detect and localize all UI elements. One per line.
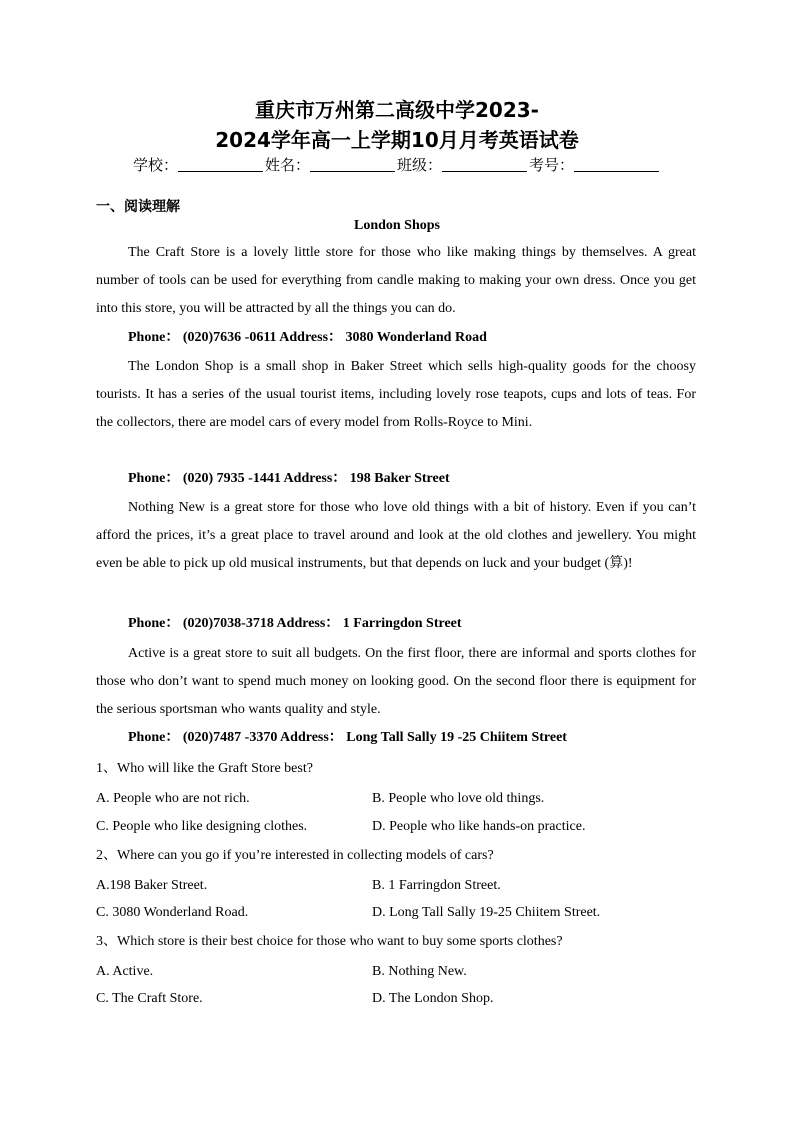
question-3-option-b[interactable]: B. Nothing New. [372, 964, 467, 979]
paragraph-london-shop: The London Shop is a small shop in Baker Street which sells high-quality goods for the choosy tourists. It has a series of the usual tourist items, including lovely rose teapots, cups and lots of teas. For the collectors, there are model cars of every model from Rolls-Royce to Mini. [96, 359, 696, 430]
paragraph-craft-store: The Craft Store is a lovely little store for those who like making things by themselves. A great number of tools can be used for everything from candle making to making your own dress. Once you get into this store, you will be attracted by all the things you can do. [96, 245, 696, 316]
question-3-option-c[interactable]: C. The Craft Store. [96, 991, 203, 1006]
exam-title-line2: 2024学年高一上学期10月月考英语试卷 [215, 128, 579, 152]
paragraph-nothing-new: Nothing New is a great store for those who love old things with a bit of history. Even if you can’t afford the prices, it’s a great place to travel around and look at the old clothes and jewellery. You might even be able to pick up old musical instruments, but that depends on luck and your budget (算)! [96, 500, 696, 571]
question-2-stem: 2、Where can you go if you’re interested in collecting models of cars? [96, 848, 494, 863]
question-3-option-a[interactable]: A. Active. [96, 964, 154, 979]
question-2-option-c[interactable]: C. 3080 Wonderland Road. [96, 905, 249, 920]
class-blank[interactable] [442, 157, 527, 172]
question-2-option-d[interactable]: D. Long Tall Sally 19-25 Chiitem Street. [372, 905, 601, 920]
exam-number-label: 考号： [529, 156, 575, 174]
student-info-line [0, 154, 794, 175]
section-title: 一、阅读理解 [96, 199, 180, 215]
class-label: 班级： [397, 156, 443, 174]
question-1-option-b[interactable]: B. People who love old things. [372, 791, 545, 806]
phone-address-craft-store: Phone： (020)7636 -0611 Address： 3080 Wonderland Road [128, 330, 487, 345]
question-1-option-a[interactable]: A. People who are not rich. [96, 791, 250, 806]
exam-title-line1: 重庆市万州第二高级中学2023- [255, 98, 539, 122]
school-label: 学校： [132, 156, 178, 174]
question-1-option-d[interactable]: D. People who like hands-on practice. [372, 819, 586, 834]
exam-number-blank[interactable] [574, 157, 659, 172]
paragraph-active: Active is a great store to suit all budgets. On the first floor, there are informal and sports clothes for those who don’t want to spend much money on looking good. On the second floor there is equipment for the serious sportsman who wants quality and style. [96, 646, 696, 717]
name-blank[interactable] [310, 157, 395, 172]
phone-address-active: Phone： (020)7487 -3370 Address： Long Tall Sally 19 -25 Chiitem Street [128, 730, 567, 745]
question-2-option-b[interactable]: B. 1 Farringdon Street. [372, 878, 501, 893]
question-3-stem: 3、Which store is their best choice for those who want to buy some sports clothes? [96, 934, 563, 949]
name-label: 姓名： [264, 156, 310, 174]
question-2-option-a[interactable]: A.198 Baker Street. [96, 878, 208, 893]
question-1-option-c[interactable]: C. People who like designing clothes. [96, 819, 308, 834]
phone-address-nothing-new: Phone： (020)7038-3718 Address： 1 Farringdon Street [128, 616, 462, 631]
passage-title: London Shops [353, 218, 440, 233]
question-3-option-d[interactable]: D. The London Shop. [372, 991, 494, 1006]
phone-address-london-shop: Phone： (020) 7935 -1441 Address： 198 Baker Street [128, 471, 450, 486]
school-blank[interactable] [178, 157, 263, 172]
question-1-stem: 1、Who will like the Graft Store best? [96, 761, 313, 776]
